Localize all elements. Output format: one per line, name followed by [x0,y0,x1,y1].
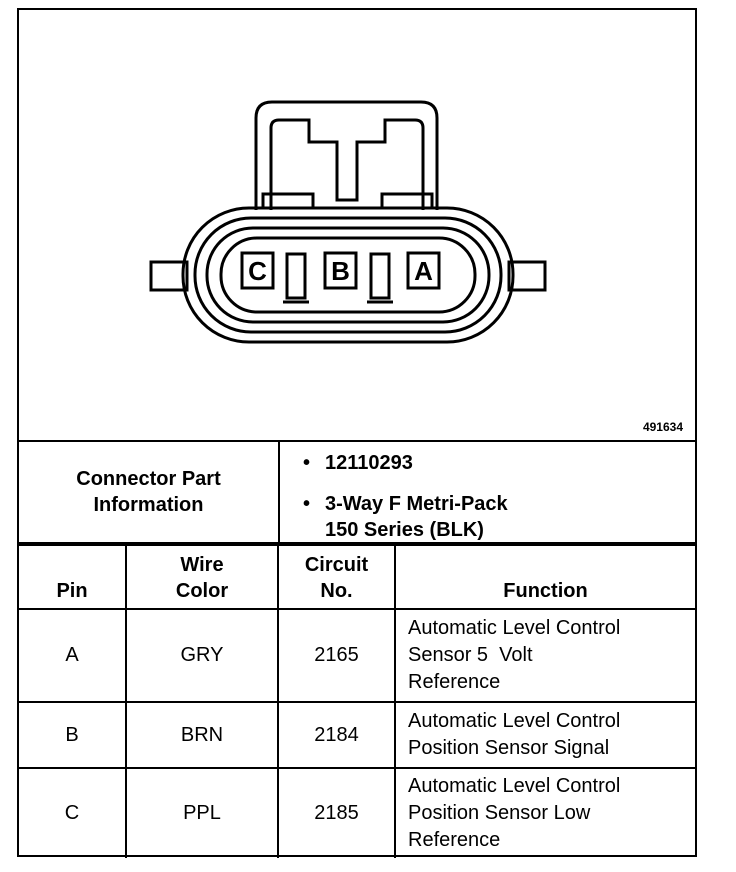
separator-left [287,254,305,298]
circuit-cell: 2165 [278,609,395,702]
pinout-table [19,544,695,858]
pin-cell: C [19,768,126,858]
cavity-label-c: C [248,256,267,286]
figure-number: 491634 [642,420,683,434]
table-row [19,702,695,768]
description-line: • 3-Way F Metri-Pack [325,493,508,515]
separator-right [371,254,389,298]
function-cell: Automatic Level Control Sensor 5 Volt Reference [395,609,695,702]
description-line: 150 Series (BLK) [325,519,484,541]
part-info-label [19,442,280,542]
lock-tab-inner [271,120,423,210]
part-number: • 12110293 [325,450,413,476]
function-cell: Automatic Level Control Position Sensor Signal [395,702,695,768]
part-info-label-line: Information [93,494,204,516]
pin-cell: B [19,702,126,768]
header-circuit-no: Circuit No. [278,545,395,609]
wire-color-cell: GRY [126,609,278,702]
header-function: Function [395,545,695,609]
part-info-label-line: Connector Part [76,468,221,490]
connector-chart [17,8,697,857]
connector-part-info-row [19,442,695,544]
circuit-cell: 2185 [278,768,395,858]
connector-diagram-area [19,10,695,442]
connector-face-drawing [19,10,695,440]
function-cell: Automatic Level Control Position Sensor Low Reference [395,768,695,858]
table-row [19,609,695,702]
header-wire-color: Wire Color [126,545,278,609]
table-header-row [19,545,695,609]
header-pin: Pin [19,545,126,609]
circuit-cell: 2184 [278,702,395,768]
wire-color-cell: PPL [126,768,278,858]
connector-description [325,491,508,543]
pin-cell: A [19,609,126,702]
table-row [19,768,695,858]
wire-color-cell: BRN [126,702,278,768]
cavity-label-a: A [414,256,433,286]
part-info-values [280,442,695,542]
cavity-label-b: B [331,256,350,286]
